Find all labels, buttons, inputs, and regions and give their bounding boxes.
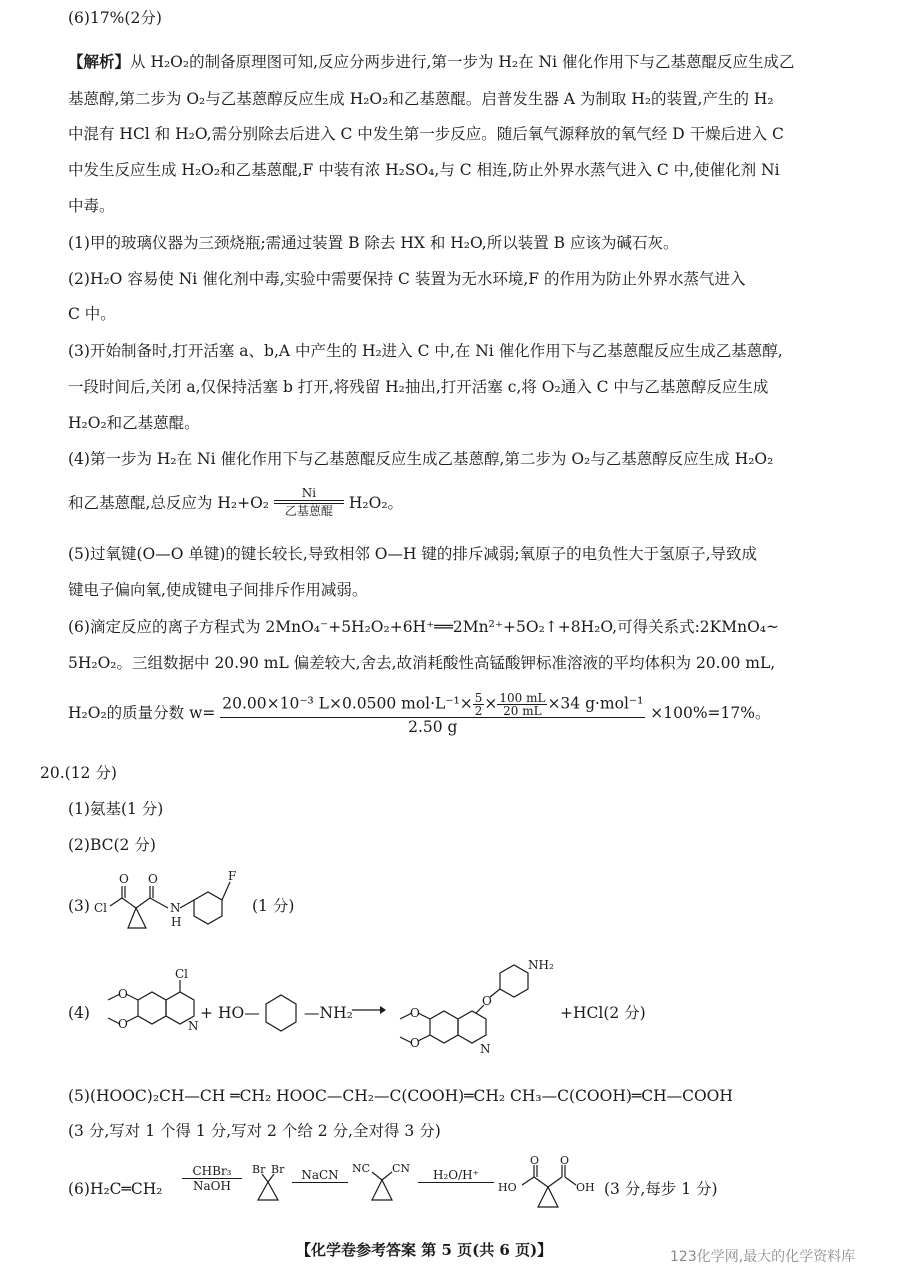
- synthesis-step-1: [182, 1164, 242, 1193]
- answer-3-explanation-1: (3)开始制备时,打开活塞 a、b,A 中产生的 H₂进入 C 中,在 Ni 催化作用下与乙基蒽醌反应生成乙基蒽醇,: [68, 342, 783, 360]
- answer-20-6-score: (3 分,每步 1 分): [604, 1180, 718, 1198]
- synthesis-step-2: [292, 1164, 348, 1184]
- watermark: 123化学网,最大的化学资料库: [670, 1249, 856, 1265]
- ratio-5-2-den: 2: [474, 704, 483, 718]
- step-2-line: [292, 1182, 348, 1183]
- atom-nh2-p: NH₂: [528, 958, 554, 972]
- answer-6-score: (6)17%(2分): [68, 9, 162, 27]
- analysis-line-1: [68, 52, 860, 72]
- answer-4-explanation-2: [68, 488, 403, 520]
- answer-20-4-label: (4): [68, 1004, 90, 1022]
- numerator-part-a: 20.00×10⁻³ L×0.0500 mol·L⁻¹×: [222, 694, 473, 713]
- atom-o-p1: O: [410, 1006, 420, 1020]
- cyclopropane-dicarboxylic-acid-structure: [494, 1155, 604, 1215]
- atom-o-bridge: O: [482, 994, 492, 1008]
- answer-5-explanation-1: (5)过氧键(O—O 单键)的键长较长,导致相邻 O—H 键的排斥减弱;氧原子的电负性大于氢原子,导致成: [68, 545, 758, 563]
- answer-20-5-scoring: (3 分,写对 1 个得 1 分,写对 2 个给 2 分,全对得 3 分): [68, 1122, 441, 1140]
- answer-20-3-label: (3): [68, 897, 90, 915]
- mass-fraction-formula: [68, 692, 771, 736]
- atom-f: F: [228, 869, 237, 883]
- answer-20-2: (2)BC(2 分): [68, 836, 156, 854]
- dicyanocyclopropane-structure: [350, 1160, 414, 1206]
- synthesis-step-3: [418, 1164, 494, 1184]
- page-footer: 【化学卷参考答案 第 5 页(共 6 页)】: [296, 1241, 553, 1259]
- answer-3-explanation-2: 一段时间后,关闭 a,仅保持活塞 b 打开,将残留 H₂抽出,打开活塞 c,将 O₂通入 C 中与乙基蒽醇反应生成: [68, 378, 769, 396]
- arrow-step-1: [182, 1164, 242, 1193]
- atom-n-q: N: [188, 1019, 198, 1033]
- aminophenol-right: —NH₂: [304, 1004, 353, 1022]
- step-1-line: [182, 1178, 242, 1179]
- atom-br-1: Br: [252, 1163, 266, 1176]
- step-1-reagent: CHBr₃: [192, 1164, 232, 1178]
- atom-h: H: [171, 915, 182, 929]
- answer-20-6-start: (6)H₂C═CH₂: [68, 1180, 163, 1198]
- main-fraction: [220, 692, 645, 736]
- catalyst-sublabel: 乙基蒽醌: [284, 504, 333, 518]
- answer-20-1: (1)氨基(1 分): [68, 800, 164, 818]
- answer-1-explanation: (1)甲的玻璃仪器为三颈烧瓶;需通过装置 B 除去 HX 和 H₂O,所以装置 B 应该为碱石灰。: [68, 234, 679, 252]
- main-numerator: 20.00×10⁻³ L×0.0500 mol·L⁻¹× $\frac{5}{2}$ × $\frac{100 mL}{20 mL}$ ×34 g·mol⁻¹: [222, 691, 644, 718]
- ratio-volume: [497, 692, 547, 717]
- group-oh: OH: [576, 1181, 595, 1194]
- dibromocyclopropane-structure: [248, 1162, 288, 1206]
- answer-6-equation: (6)滴定反应的离子方程式为 2MnO₄⁻+5H₂O₂+6H⁺══2Mn²⁺+5O₂↑+8H₂O,可得关系式:2KMnO₄~: [68, 618, 780, 636]
- analysis-text-1: 从 H₂O₂的制备原理图可知,反应分两步进行,第一步为 H₂在 Ni 催化作用下与乙基蒽醌反应生成乙: [130, 53, 795, 71]
- arrow-step-3: [418, 1168, 494, 1183]
- atom-br-2: Br: [271, 1163, 285, 1176]
- acyl-chloride-amide-structure: [90, 868, 250, 948]
- atom-n-p: N: [480, 1042, 491, 1056]
- numerator-part-b: ×34 g·mol⁻¹: [547, 694, 644, 713]
- analysis-line-4: 中发生反应生成 H₂O₂和乙基蒽醌,F 中装有浓 H₂SO₄,与 C 相连,防止外界水蒸气进入 C 中,使催化剂 Ni: [68, 161, 780, 179]
- atom-o-acid-2: O: [560, 1155, 570, 1167]
- question-20-header: 20.(12 分): [40, 764, 117, 782]
- step-3-line: [418, 1182, 494, 1183]
- answer-20-5-structures: (5)(HOOC)₂CH—CH ═CH₂ HOOC—CH₂—C(COOH)═CH₂ CH₃—C(COOH)═CH—COOH: [68, 1087, 733, 1105]
- ratio-5-2: [473, 692, 485, 717]
- step-2-reagent: NaCN: [301, 1167, 339, 1182]
- analysis-line-5: 中毒。: [68, 197, 115, 215]
- formula-prefix: H₂O₂的质量分数 w=: [68, 704, 216, 722]
- atom-o-1: O: [119, 872, 129, 886]
- analysis-line-2: 基蒽醇,第二步为 O₂与乙基蒽醇反应生成 H₂O₂和乙基蒽醌。启普发生器 A 为制取 H₂的装置,产生的 H₂: [68, 90, 774, 108]
- catalyst-label: Ni: [301, 486, 317, 500]
- total-reaction-left: 和乙基蒽醌,总反应为 H₂+O₂: [68, 494, 269, 512]
- answer-3-explanation-3: H₂O₂和乙基蒽醌。: [68, 414, 200, 432]
- atom-o-acid-1: O: [530, 1155, 540, 1167]
- atom-o-2: O: [148, 872, 158, 886]
- catalyst-arrow: [274, 486, 344, 518]
- answer-2-explanation-1: (2)H₂O 容易使 Ni 催化剂中毒,实验中需要保持 C 装置为无水环境,F 的作用为防止外界水蒸气进入: [68, 270, 746, 288]
- atom-o-p2: O: [410, 1036, 420, 1050]
- answer-20-3-score: (1 分): [252, 897, 295, 915]
- product-structure: [380, 955, 560, 1070]
- analysis-tag: 【解析】: [68, 52, 131, 71]
- aminophenol-left: HO—: [218, 1004, 260, 1022]
- benzene-ring-reagent: [258, 990, 304, 1036]
- main-denominator: 2.50 g: [408, 718, 458, 736]
- answer-20-4-tail: +HCl(2 分): [560, 1004, 646, 1022]
- atom-o-q1: O: [118, 987, 128, 1001]
- step-1-condition: NaOH: [193, 1179, 231, 1193]
- group-nc: NC: [352, 1162, 371, 1175]
- plus-sign: +: [200, 1004, 213, 1022]
- ratio-volume-num: 100 mL: [499, 691, 546, 705]
- group-cn: CN: [392, 1162, 411, 1175]
- chloroquinoline-structure: [98, 968, 198, 1058]
- analysis-line-3: 中混有 HCl 和 H₂O,需分别除去后进入 C 中发生第一步反应。随后氧气源释放的氧气经 D 干燥后进入 C: [68, 125, 784, 143]
- answer-6-data: 5H₂O₂。三组数据中 20.90 mL 偏差较大,舍去,故消耗酸性高锰酸钾标准溶液的平均体积为 20.00 mL,: [68, 654, 776, 672]
- ratio-volume-den: 20 mL: [503, 704, 542, 718]
- atom-o-q2: O: [118, 1017, 128, 1031]
- formula-result: ×100%=17%。: [650, 704, 771, 722]
- atom-cl: Cl: [94, 901, 108, 915]
- step-3-reagent: H₂O/H⁺: [433, 1167, 479, 1182]
- arrow-step-2: [292, 1168, 348, 1183]
- group-ho: HO: [498, 1181, 517, 1194]
- answer-2-explanation-2: C 中。: [68, 305, 116, 323]
- total-reaction-right: H₂O₂。: [348, 494, 404, 512]
- atom-cl-q: Cl: [175, 968, 189, 981]
- atom-n: N: [170, 901, 181, 915]
- ratio-5-2-num: 5: [474, 691, 483, 705]
- answer-5-explanation-2: 键电子偏向氧,使成键电子间排斥作用减弱。: [68, 581, 368, 599]
- answer-4-explanation-1: (4)第一步为 H₂在 Ni 催化作用下与乙基蒽醌反应生成乙基蒽醇,第二步为 O₂与乙基蒽醇反应生成 H₂O₂: [68, 450, 774, 468]
